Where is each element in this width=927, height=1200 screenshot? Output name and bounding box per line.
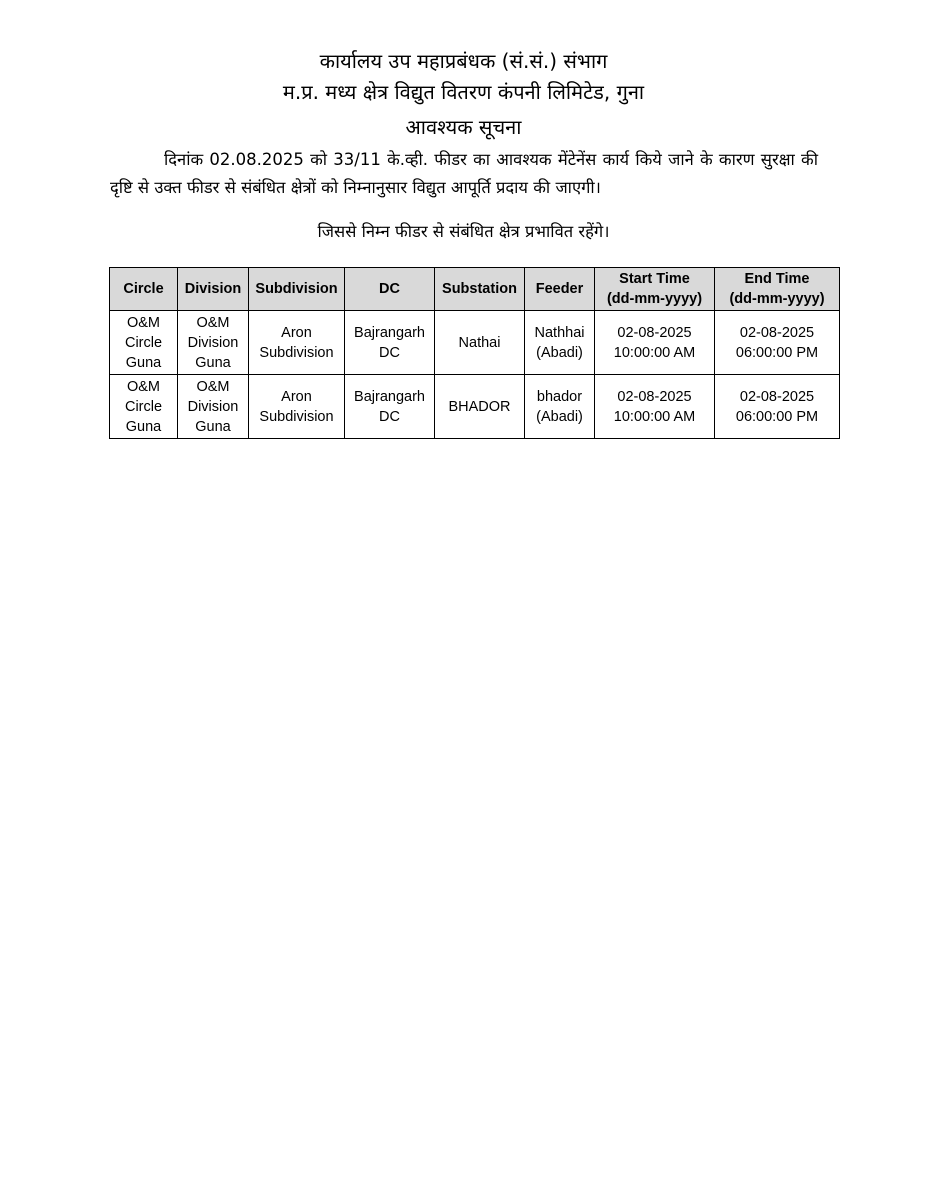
cell-dc [345, 311, 435, 375]
cell-line: Bajrangarh [354, 388, 425, 405]
cell-line: Circle [124, 398, 163, 415]
cell-line: (Abadi) [536, 408, 583, 425]
cell-line: DC [379, 408, 400, 425]
cell-line: O&M [126, 314, 161, 331]
col-start-time [595, 268, 715, 311]
office-title: कार्यालय उप महाप्रबंधक (सं.सं.) संभाग [319, 49, 608, 73]
cell-division [178, 375, 249, 439]
cell-line: 02-08-2025 [617, 324, 692, 341]
cell-line: Guna [125, 354, 162, 371]
col-dc: DC [345, 268, 435, 311]
cell-line: Subdivision [259, 408, 334, 425]
shutdown-table [109, 267, 840, 439]
cell-line: O&M [196, 378, 230, 395]
col-subdivision: Subdivision [249, 268, 345, 311]
cell-subdivision [249, 375, 345, 439]
cell-line: Bajrangarh [354, 324, 425, 341]
col-start-time-label: Start Time [619, 271, 690, 287]
cell-line: 06:00:00 PM [735, 408, 819, 425]
cell-start-time [595, 311, 715, 375]
company-name: म.प्र. मध्य क्षेत्र विद्युत वितरण कंपनी लिमिटेड, गुना [282, 80, 645, 104]
col-end-time-label: End Time [744, 271, 810, 287]
notice-paragraph: दिनांक 02.08.2025 को 33/11 के.व्ही. फीडर का आवश्यक मेंटेनेंस कार्य किये जाने के कारण सुरक्षा की दृष्टि से उक्त फीडर से संबंधित क्षेत्रों को निम्नानुसार विद्युत आपूर्ति प्रदाय की जाएगी। [110, 150, 818, 197]
cell-line: Aron [281, 388, 312, 405]
affected-areas-line: जिससे निम्न फीडर से संबंधित क्षेत्र प्रभावित रहेंगे। [317, 222, 610, 241]
table-row [110, 375, 840, 439]
cell-substation: Nathai [435, 311, 525, 375]
cell-end-time [715, 375, 840, 439]
cell-line: 02-08-2025 [739, 324, 815, 341]
cell-circle [110, 375, 178, 439]
cell-line: Subdivision [259, 344, 334, 361]
col-end-time-format: (dd-mm-yyyy) [729, 291, 825, 307]
col-substation: Substation [435, 268, 525, 311]
cell-line: bhador [536, 388, 583, 405]
cell-feeder [525, 311, 595, 375]
cell-feeder [525, 375, 595, 439]
cell-circle [110, 311, 178, 375]
notice-title: आवश्यक सूचना [405, 115, 522, 139]
cell-line: 02-08-2025 [617, 388, 692, 405]
cell-line: 02-08-2025 [739, 388, 815, 405]
table-row [110, 311, 840, 375]
cell-subdivision [249, 311, 345, 375]
cell-line: (Abadi) [536, 344, 583, 361]
table-header-row [110, 268, 840, 311]
cell-line: Guna [195, 418, 231, 435]
col-circle: Circle [110, 268, 178, 311]
cell-line: Aron [281, 324, 312, 341]
col-feeder: Feeder [525, 268, 595, 311]
cell-start-time [595, 375, 715, 439]
cell-end-time [715, 311, 840, 375]
col-start-time-format: (dd-mm-yyyy) [606, 291, 703, 307]
col-end-time [715, 268, 840, 311]
cell-substation: BHADOR [435, 375, 525, 439]
cell-line: O&M [196, 314, 230, 331]
cell-line: 06:00:00 PM [735, 344, 819, 361]
cell-line: Guna [125, 418, 162, 435]
cell-line: Division [187, 334, 239, 351]
cell-line: Division [187, 398, 239, 415]
cell-dc [345, 375, 435, 439]
cell-line: Circle [124, 334, 163, 351]
cell-division [178, 311, 249, 375]
cell-line: 10:00:00 AM [613, 408, 696, 425]
cell-line: Guna [195, 354, 231, 371]
col-division: Division [178, 268, 249, 311]
cell-line: 10:00:00 AM [613, 344, 696, 361]
cell-line: O&M [126, 378, 161, 395]
cell-line: Nathhai [534, 324, 585, 341]
cell-line: DC [379, 344, 400, 361]
